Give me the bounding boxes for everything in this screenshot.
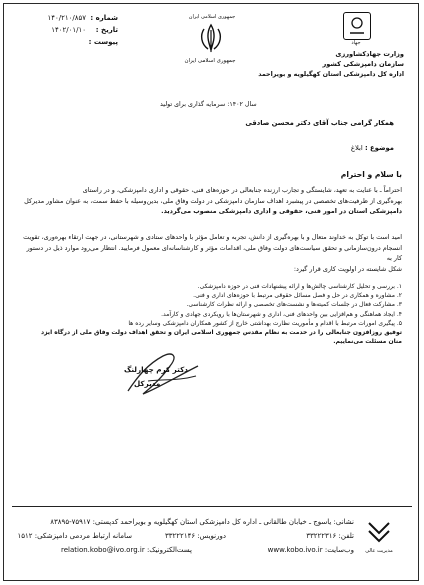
- list-item: ۴. ایجاد هماهنگی و هم‌افزایی بین واحدهای فنی، اداری و شهرستان‌ها با رویکردی جهادی و کارآمد.: [161, 310, 402, 318]
- excellence-logo-icon: [363, 519, 395, 547]
- emblem-caption: جمهوری اسلامی ایران: [184, 58, 236, 64]
- letter-attachment-row: [18, 38, 118, 50]
- body-paragraph-1: [22, 185, 402, 217]
- addressee: همکار گرامی جناب آقای دکتر محسن صادقی: [245, 119, 394, 127]
- footer-address: نشانی: یاسوج ـ خیابان طالقانی ـ اداره کل دامپزشکی استان کهگیلویه و بویراحمد کدپستی: ۷۵۹۱۷-۸۳۸۹۵: [50, 518, 354, 526]
- footer-sms: سامانه ارتباط مردمی دامپزشکی: ۱۵۱۲: [17, 532, 132, 540]
- org-organization: سازمان دامپزشکی کشور: [322, 60, 404, 68]
- letter-date-row: [18, 26, 118, 38]
- org-ministry: وزارت جهادکشاورزی: [335, 50, 404, 58]
- year-slogan: سال ۱۴۰۲: سرمایه گذاری برای تولید: [160, 101, 257, 108]
- footer-phone: تلفن: ۳۳۲۲۲۳۱۶: [306, 532, 354, 540]
- excellence-logo-caption: مدیریت عالی: [365, 548, 393, 554]
- footer-divider: [12, 506, 412, 507]
- letter-date-value: ۱۴۰۲/۰۱/۱۰: [51, 26, 86, 34]
- closing-sentence: توفیق روزافزون جنابعالی را در خدمت به نظام مقدس جمهوری اسلامی ایران و تحقق اهداف دولت وفاق ملی از درگاه ایزد منان مسئلت می‌نماییم.: [41, 329, 402, 346]
- footer-email[interactable]: پست‌الکترونیک: relation.kobo@ivo.org.ir: [61, 546, 192, 554]
- subject-value: ابلاغ: [350, 144, 363, 152]
- subject-line: [351, 144, 394, 152]
- footer-website[interactable]: وب‌سایت: www.kobo.ivo.ir: [267, 546, 354, 554]
- paragraph-1-line-3: دامپزشکی استان در امور فنی، حقوقی و اداری دامپزشکی منصوب می‌گردید.: [161, 207, 402, 215]
- list-item: ۳. مشارکت فعال در جلسات کمیته‌ها و نشست‌های تخصصی و ارائه نظرات کارشناسی.: [186, 301, 402, 309]
- iran-emblem-icon: [196, 22, 226, 54]
- emblem-top-text: جمهوری اسلامی ایران: [188, 14, 236, 20]
- letter-number-label: شماره :: [90, 14, 118, 22]
- greeting: با سلام و احترام: [340, 170, 402, 179]
- duties-list: [32, 282, 402, 346]
- list-item: ۱. بررسی و تحلیل کارشناسی چالش‌ها و ارائه پیشنهادات فنی در حوزه دامپزشکی.: [197, 283, 402, 290]
- jahad-logo-icon: [343, 12, 371, 40]
- footer-fax: دورنویس: ۳۳۲۲۲۱۴۶: [165, 532, 226, 540]
- paragraph-2-line-2: انسجام درون‌سازمانی و تحقق سیاست‌های دولت وفاق ملی، اقدامات مؤثر و کارشناسانه‌ای معمول فرمایید. انتظار می‌رود موارد ذیل در دستور کار به: [26, 243, 402, 262]
- signatory-title: مدیرکل: [134, 379, 161, 388]
- paragraph-1-line-2: بهره‌گیری از ظرفیت‌های تخصصی در پیشبرد اهداف سازمان دامپزشکی در دولت وفاق ملی، بدین‌وسیله با حفظ سمت، به عنوان مشاور مدیرکل: [24, 196, 402, 205]
- list-item: ۲. مشاوره و همکاری در حل و فصل مسائل حقوقی مرتبط با حوزه‌های اداری و فنی.: [193, 292, 402, 300]
- body-paragraph-2: [22, 232, 402, 274]
- org-provincial-office: اداره کل دامپزشکی استان کهگیلویه و بویراحمد: [258, 71, 404, 78]
- letter-number-row: [18, 14, 118, 26]
- letter-number-value: ۱۴۰/۲۱۰/۸۵۷: [47, 14, 86, 22]
- letter-meta: [18, 14, 118, 50]
- signatory-name: دکتر کرم چهارلنگ: [124, 365, 188, 374]
- jahad-logo-label: جهاد: [351, 40, 361, 46]
- paragraph-2-line-1: امید است با توکل به خداوند متعال و با بهره‌گیری از دانش، تجربه و تعامل مؤثر با واحدهای ستادی و شهرستانی، در جهت ارتقاء بهره‌وری، تقویت: [23, 233, 402, 241]
- letter-attachment-label: پیوست :: [88, 38, 118, 46]
- list-item: ۵. پیگیری امورات مرتبط با اقدام و مأموریت نظارت بهداشتی خارج از کشور همکاران دامپزشکی وسایر رده ها: [128, 319, 402, 327]
- subject-label: موضوع :: [364, 144, 394, 152]
- paragraph-1-line-1: احتراماً ـ با عنایت به تعهد، شایستگی و تجارب ارزنده جنابعالی در حوزه‌های فنی، حقوقی و اداری دامپزشکی، و در راستای: [82, 186, 402, 194]
- paragraph-2-line-3: شکل شایسته در اولویت کاری قرار گیرد:: [293, 264, 402, 273]
- letter-date-label: تاریخ :: [95, 26, 118, 34]
